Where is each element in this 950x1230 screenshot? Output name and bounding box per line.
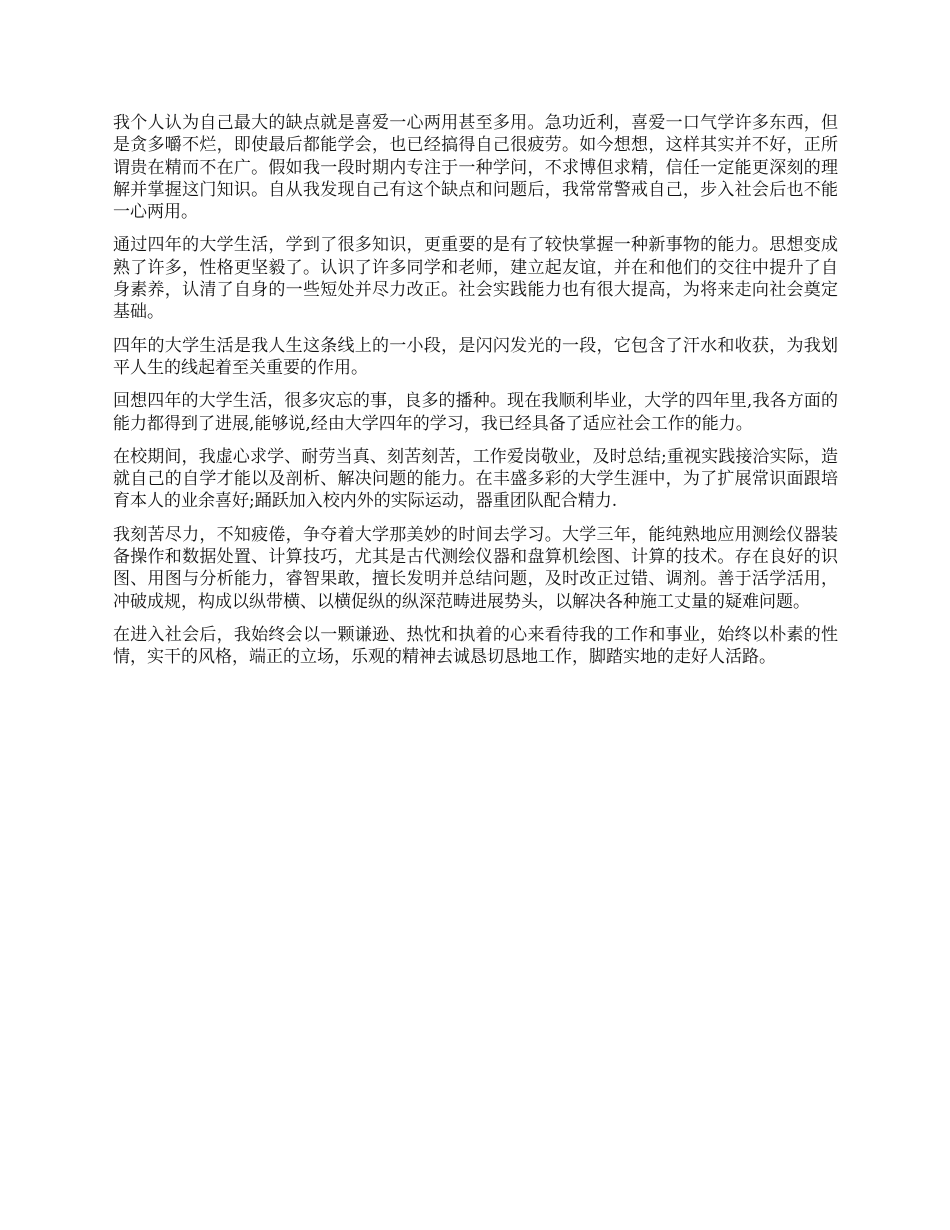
paragraph-7: 在进入社会后，我始终会以一颗谦逊、热忱和执着的心来看待我的工作和事业，始终以朴素的性情，实干的风格，端正的立场，乐观的精神去诚恳切恳地工作，脚踏实地的走好人活路。	[113, 624, 838, 668]
paragraph-3: 四年的大学生活是我人生这条线上的一小段，是闪闪发光的一段，它包含了汗水和收获，为我划平人生的线起着至关重要的作用。	[113, 335, 838, 378]
paragraph-4: 回想四年的大学生活，很多灾忘的事，良多的播种。现在我顺利毕业，大学的四年里,我各方面的能力都得到了进展,能够说,经由大学四年的学习，我已经具备了适应社会工作的能力。	[113, 391, 838, 434]
document-body	[113, 112, 838, 680]
paragraph-1: 我个人认为自己最大的缺点就是喜爱一心两用甚至多用。急功近利，喜爱一口气学许多东西，但是贪多嚼不烂，即使最后都能学会，也已经搞得自己很疲劳。如今想想，这样其实并不好，正所谓贵在精而不在广。假如我一段时期内专注于一种学问，不求博但求精，信任一定能更深刻的理解并掌握这门知识。自从我发现自己有这个缺点和问题后，我常常警戒自己，步入社会后也不能一心两用。	[113, 113, 838, 223]
paragraph-2: 通过四年的大学生活，学到了很多知识，更重要的是有了较快掌握一种新事物的能力。思想变成熟了许多，性格更坚毅了。认识了许多同学和老师，建立起友谊，并在和他们的交往中提升了自身素养，认清了自身的一些短处并尽力改正。社会实践能力也有很大提高，为将来走向社会奠定基础。	[113, 235, 838, 323]
paragraph-5: 在校期间，我虚心求学、耐劳当真、刻苦刻苦，工作爱岗敬业，及时总结;重视实践接洽实际，造就自己的自学才能以及剖析、解决问题的能力。在丰盛多彩的大学生涯中，为了扩展常识面跟培育本人的业余喜好;踊跃加入校内外的实际运动，器重团队配合精力.	[113, 446, 838, 512]
paragraph-6: 我刻苦尽力，不知疲倦，争夺着大学那美妙的时间去学习。大学三年，能纯熟地应用测绘仪器装备操作和数据处置、计算技巧，尤其是古代测绘仪器和盘算机绘图、计算的技术。存在良好的识图、用图与分析能力，睿智果敢，擅长发明并总结问题，及时改正过错、调剂。善于活学活用，冲破成规，构成以纵带横、以横促纵的纵深范畴进展势头，以解决各种施工丈量的疑难问题。	[113, 524, 838, 612]
